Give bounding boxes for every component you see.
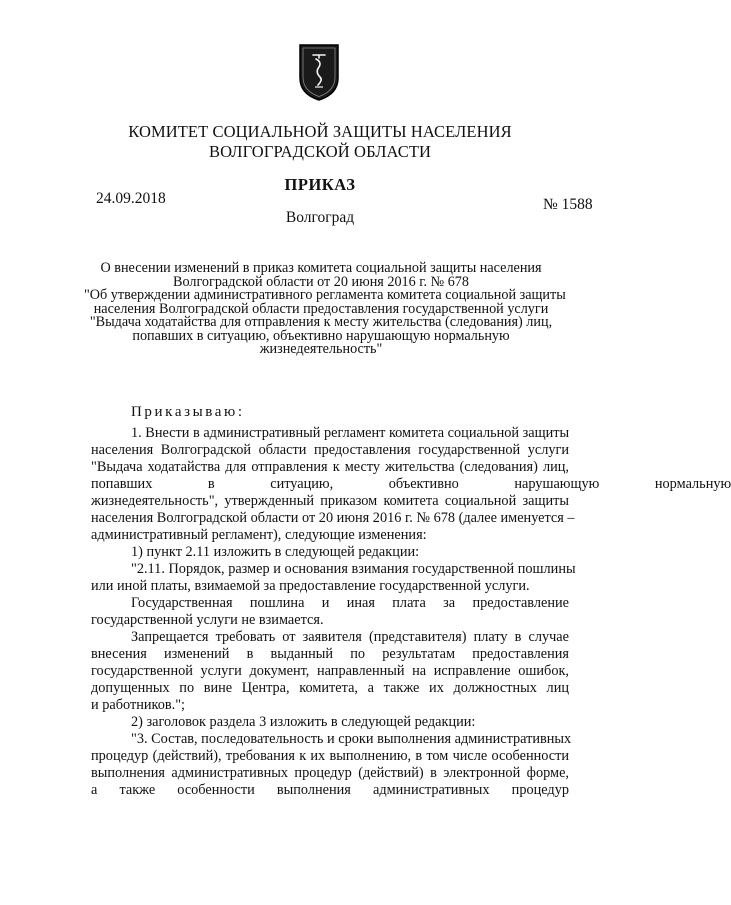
organization-name-line2: ВОЛГОГРАДСКОЙ ОБЛАСТИ [208,142,432,161]
paragraph-7 [91,731,572,799]
paragraph-line: а также особенности выполнения административных процедур [91,782,569,798]
volgograd-coat-of-arms-icon [297,42,341,102]
paragraph-6 [91,714,569,731]
document-date: 24.09.2018 [96,190,166,207]
paragraph-line: "2.11. Порядок, размер и основания взимания государственной пошлины [131,561,576,577]
paragraph-line: "Выдача ходатайства для отправления к месту жительства (следования) лиц, [91,459,569,475]
paragraph-line: административный регламент), следующие изменения: [91,527,427,543]
paragraph-line: 1) пункт 2.11 изложить в следующей редакции: [131,544,420,560]
subject-line: "Об утверждении административного регламента комитета социальной защиты [84,287,566,303]
paragraph-line: 1. Внести в административный регламент комитета социальной защиты [131,425,570,441]
document-subject [84,260,566,357]
subject-line: О внесении изменений в приказ комитета социальной защиты населения [100,260,542,276]
organization-name-line1: КОМИТЕТ СОЦИАЛЬНОЙ ЗАЩИТЫ НАСЕЛЕНИЯ [128,122,512,141]
document-city: Волгоград [285,209,355,226]
subject-line: попавших в ситуацию, объективно нарушающую нормальную [132,327,510,344]
paragraph-line: "3. Состав, последовательность и сроки выполнения административных [131,731,572,747]
paragraph-line: внесения изменений в выданный по результатам предоставления [91,646,569,662]
document-number: № 1588 [543,196,593,213]
paragraph-5 [91,629,569,714]
subject-line: Волгоградской области от 20 июня 2016 г. № 678 [173,273,469,290]
document-body [91,425,731,799]
paragraph-line: 2) заголовок раздела 3 изложить в следующей редакции: [131,714,476,730]
paragraph-line: Государственная пошлина и иная плата за предоставление [131,595,569,611]
paragraph-line: процедур (действий), требования к их выполнению, в том числе особенности [91,748,569,764]
subject-line: жизнедеятельность" [259,341,383,357]
paragraph-line: или иной платы, взимаемой за предоставление государственной услуги. [91,578,530,594]
document-type: ПРИКАЗ [284,175,356,194]
paragraph-2 [91,544,569,561]
paragraph-4 [91,595,569,629]
paragraph-line: допущенных по вине Центра, комитета, а также их должностных лиц [91,680,569,696]
paragraph-line: и работников."; [91,697,186,713]
paragraph-line: выполнения административных процедур (действий) в электронной форме, [91,765,569,781]
paragraph-3 [91,561,576,595]
paragraph-line: попавших в ситуацию, объективно нарушающую нормальную [91,476,731,492]
paragraph-line: населения Волгоградской области от 20 июня 2016 г. № 678 (далее именуется – [91,510,575,526]
order-word: Приказываю: [131,404,245,420]
paragraph-line: Запрещается требовать от заявителя (представителя) плату в случае [131,629,569,645]
paragraph-line: государственной услуги документ, направленный на исправление ошибок, [91,663,569,679]
paragraph-line: государственной услуги не взимается. [91,612,324,628]
paragraph-line: населения Волгоградской области предоставления государственной услуги [91,442,569,458]
paragraph-line: жизнедеятельность", утвержденный приказом комитета социальной защиты [91,493,569,509]
paragraph-1 [91,425,731,544]
subject-line: населения Волгоградской области предоставления государственной услуги [93,300,549,317]
subject-line: "Выдача ходатайства для отправления к месту жительства (следования) лиц, [89,314,553,330]
